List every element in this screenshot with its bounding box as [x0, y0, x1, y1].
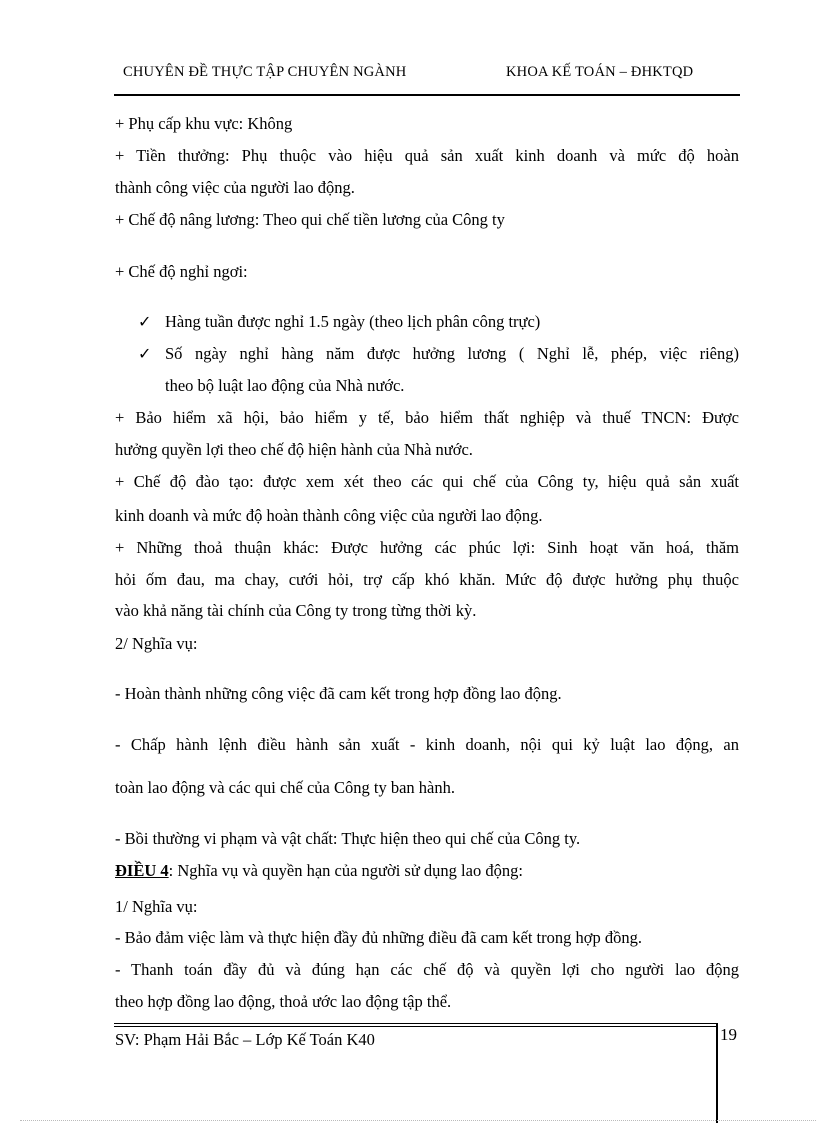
header-left-title: CHUYÊN ĐỀ THỰC TẬP CHUYÊN NGÀNH: [123, 64, 407, 80]
footer-vertical-rule: [716, 1023, 718, 1123]
line-comply-orders: - Chấp hành lệnh điều hành sản xuất - kinh doanh, nội qui kỷ luật lao động, an: [115, 735, 739, 754]
footer-rule-bottom: [114, 1026, 716, 1027]
page-bottom-dotted-line: [20, 1120, 816, 1121]
line-other-agreements: + Những thoả thuận khác: Được hưởng các phúc lợi: Sinh hoạt văn hoá, thăm: [115, 538, 739, 557]
line-complete-work: - Hoàn thành những công việc đã cam kết trong hợp đồng lao động.: [115, 684, 562, 703]
line-salary-raise: + Chế độ nâng lương: Theo qui chế tiền lương của Công ty: [115, 210, 505, 229]
line-bonus: + Tiền thưởng: Phụ thuộc vào hiệu quả sản xuất kinh doanh và mức độ hoàn: [115, 146, 739, 165]
article-4-text: : Nghĩa vụ và quyền hạn của người sử dụng lao động:: [168, 861, 523, 880]
line-allowance: + Phụ cấp khu vực: Không: [115, 114, 293, 133]
heading-obligations-1: 1/ Nghĩa vụ:: [115, 897, 198, 916]
footer-student: SV: Phạm Hải Bắc – Lớp Kế Toán K40: [115, 1030, 375, 1049]
header-rule: [114, 94, 740, 96]
bullet-annual-leave-cont: theo bộ luật lao động của Nhà nước.: [165, 376, 405, 395]
bullet-weekly-rest: Hàng tuần được nghỉ 1.5 ngày (theo lịch phân công trực): [165, 312, 541, 331]
checkmark-icon: ✓: [138, 346, 152, 363]
heading-obligations-2: 2/ Nghĩa vụ:: [115, 634, 198, 653]
bullet-annual-leave: Số ngày nghỉ hàng năm được hưởng lương ( Nghỉ lễ, phép, việc riêng): [165, 344, 739, 363]
line-other-agreements-cont2: vào khả năng tài chính của Công ty trong từng thời kỳ.: [115, 601, 477, 620]
line-ensure-jobs: - Bảo đảm việc làm và thực hiện đầy đủ những điều đã cam kết trong hợp đồng.: [115, 928, 642, 947]
page-number: 19: [720, 1025, 737, 1044]
line-rest-regime: + Chế độ nghỉ ngơi:: [115, 262, 248, 281]
line-other-agreements-cont1: hỏi ốm đau, ma chay, cưới hỏi, trợ cấp khó khăn. Mức độ được hưởng phụ thuộc: [115, 570, 739, 589]
footer-rule-top: [114, 1023, 716, 1024]
line-training: + Chế độ đào tạo: được xem xét theo các qui chế của Công ty, hiệu quả sản xuất: [115, 472, 739, 491]
line-bonus-cont: thành công việc của người lao động.: [115, 178, 355, 197]
checkmark-icon: ✓: [138, 314, 152, 331]
line-full-payment: - Thanh toán đầy đủ và đúng hạn các chế độ và quyền lợi cho người lao động: [115, 960, 739, 979]
line-compensation: - Bồi thường vi phạm và vật chất: Thực hiện theo qui chế của Công ty.: [115, 829, 581, 848]
article-4-label: ĐIỀU 4: [115, 861, 169, 880]
line-comply-orders-cont: toàn lao động và các qui chế của Công ty ban hành.: [115, 778, 455, 797]
article-4-heading: [115, 861, 523, 881]
line-insurance: + Bảo hiểm xã hội, bảo hiểm y tế, bảo hiểm thất nghiệp và thuế TNCN: Được: [115, 408, 739, 427]
line-training-cont: kinh doanh và mức độ hoàn thành công việc của người lao động.: [115, 506, 543, 525]
header-right-title: KHOA KẾ TOÁN – ĐHKTQD: [506, 64, 694, 80]
line-full-payment-cont: theo hợp đồng lao động, thoả ước lao động tập thể.: [115, 992, 452, 1011]
line-insurance-cont: hưởng quyền lợi theo chế độ hiện hành của Nhà nước.: [115, 440, 473, 459]
